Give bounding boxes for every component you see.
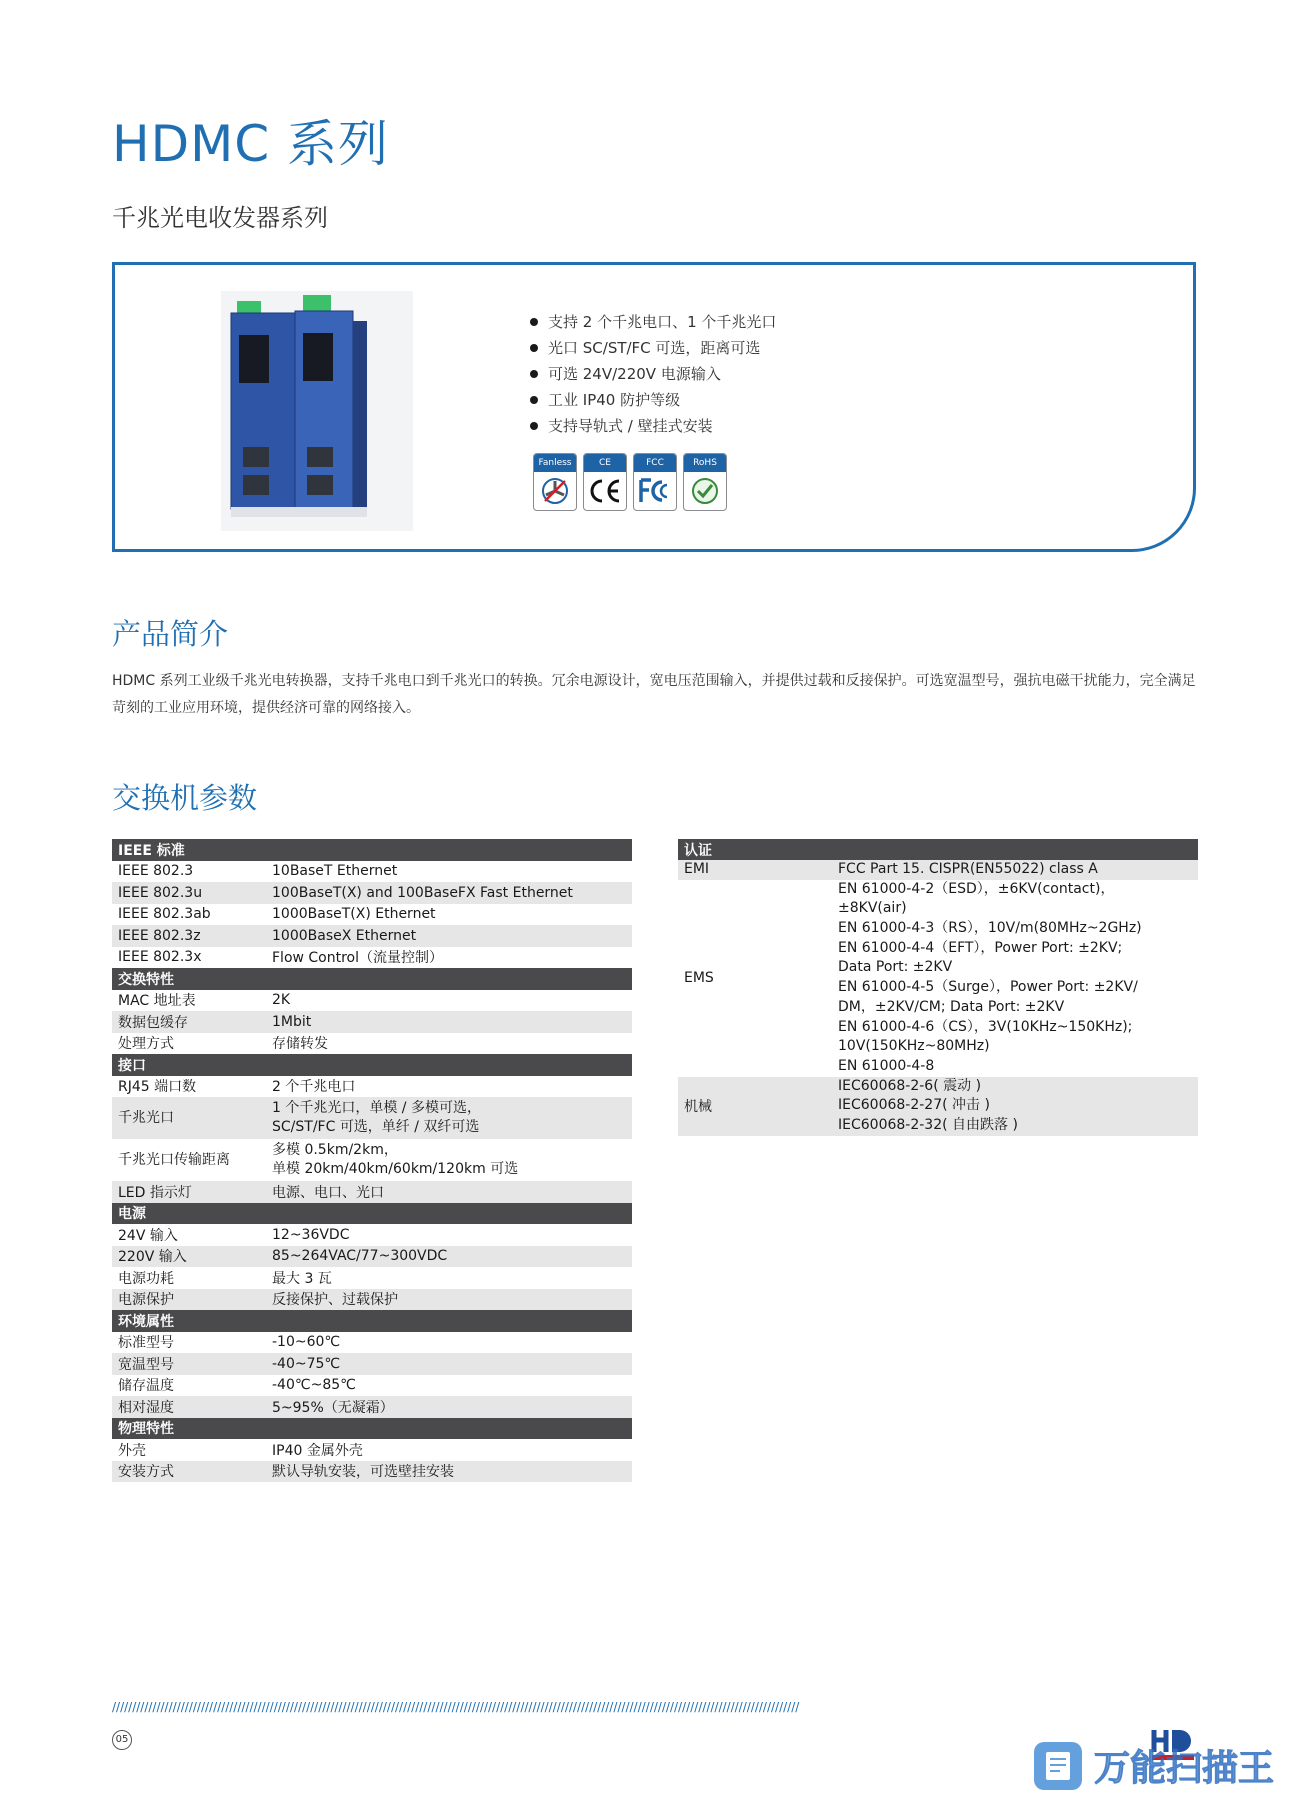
table-section-header: 物理特性: [112, 1418, 632, 1440]
params-heading: 交换机参数: [112, 781, 258, 815]
scanner-watermark-logo: [1030, 1738, 1305, 1794]
table-row: 机械 IEC60068-2-6( 震动 ) IEC60068-2-27( 冲击 ) IEC60068-2-32( 自由跌落 ): [678, 1077, 1198, 1136]
table-row: 外壳 IP40 金属外壳: [118, 1442, 363, 1459]
table-row: IEEE 802.3 10BaseT Ethernet: [118, 863, 398, 880]
feature-item: 光口 SC/ST/FC 可选，距离可选: [530, 335, 776, 361]
table-row: 宽温型号 -40~75℃: [112, 1353, 632, 1375]
svg-text:万能扫描王: 万能扫描王: [1094, 1748, 1275, 1789]
table-row: 标准型号 -10~60℃: [118, 1334, 341, 1352]
table-row: 千兆光口 1 个千兆光口，单模 / 多模可选， SC/ST/FC 可选，单纤 / 双纤可选: [112, 1097, 632, 1139]
feature-item: 可选 24V/220V 电源输入: [530, 361, 776, 387]
feature-list: [530, 309, 776, 439]
table-row: 电源功耗 最大 3 瓦: [118, 1270, 332, 1287]
table-section-header: 交换特性: [112, 968, 632, 990]
table-row: EMS EN 61000-4-2（ESD），±6KV(contact)， ±8KV(air) EN 61000-4-3（RS），10V/m(80MHz~2GHz) EN 61000-4-4（EFT），Power Port: ±2KV; Data Port: ±2KV EN 61000-4-5（Surge），Power Port: ±2KV/ DM，±2KV/CM; Data Port: ±2KV EN 61000-4-6（CS），3V(10KHz~150KHz); 10V(150KHz~80MHz) EN 61000-4-8: [684, 880, 1142, 1074]
table-row: IEEE 802.3x Flow Control（流量控制）: [118, 949, 444, 967]
certification-table: [678, 839, 1198, 1136]
table-section-header: 电源: [112, 1203, 632, 1225]
bullet-icon: [530, 344, 538, 352]
bullet-icon: [530, 396, 538, 404]
bullet-icon: [530, 370, 538, 378]
ce-icon: [584, 472, 626, 510]
table-section-header: 环境属性: [112, 1310, 632, 1332]
intro-text: HDMC 系列工业级千兆光电转换器，支持千兆电口到千兆光口的转换。冗余电源设计，宽电压范围输入，并提供过载和反接保护。可选宽温型号，强抗电磁干扰能力，完全满足苛刻的工业应用环境，提供经济可靠的网络接入。: [112, 673, 1196, 716]
table-section-header: 认证: [678, 839, 1198, 860]
feature-item: 支持导轨式 / 壁挂式安装: [530, 413, 776, 439]
table-row: RJ45 端口数 2 个千兆电口: [118, 1079, 356, 1096]
product-hero-panel: [112, 262, 1196, 552]
table-row: IEEE 802.3u 100BaseT(X) and 100BaseFX Fast Ethernet: [112, 882, 632, 904]
table-row: IEEE 802.3ab 1000BaseT(X) Ethernet: [118, 906, 436, 923]
product-image: [221, 291, 413, 531]
table-section-header: 接口: [112, 1054, 632, 1076]
table-row: 安装方式 默认导轨安装，可选壁挂安装: [112, 1461, 632, 1483]
page-number: 05: [112, 1730, 132, 1750]
table-row: 24V 输入 12~36VDC: [118, 1226, 350, 1244]
table-row: 电源保护 反接保护、过载保护: [112, 1289, 632, 1311]
ce-badge: CE: [583, 453, 627, 511]
page-subtitle: 千兆光电收发器系列: [112, 204, 328, 232]
feature-item: 支持 2 个千兆电口、1 个千兆光口: [530, 309, 776, 335]
table-row: 处理方式 存储转发: [118, 1036, 328, 1053]
table-row: MAC 地址表 2K: [118, 992, 291, 1010]
rohs-icon: [684, 472, 726, 510]
bullet-icon: [530, 422, 538, 430]
table-row: 数据包缓存 1Mbit: [112, 1011, 632, 1033]
table-row: IEEE 802.3z 1000BaseX Ethernet: [112, 925, 632, 947]
table-row: 相对湿度 5~95%（无凝霜）: [112, 1396, 632, 1418]
page-title: HDMC 系列: [112, 115, 390, 173]
fcc-icon: [634, 472, 676, 510]
fanless-badge: Fanless: [533, 453, 577, 511]
fanless-icon: [534, 472, 576, 510]
bullet-icon: [530, 318, 538, 326]
feature-item: 工业 IP40 防护等级: [530, 387, 776, 413]
fcc-badge: FCC: [633, 453, 677, 511]
footer-divider: //////////////////////////////////////////////////////////////////////////////////////////////////////////////////////////////////////////////////////////////////////////: [112, 1700, 800, 1714]
intro-heading: 产品简介: [112, 617, 229, 651]
table-row: EMI FCC Part 15. CISPR(EN55022) class A: [678, 860, 1198, 880]
table-section-header: IEEE 标准: [112, 839, 632, 861]
table-row: 千兆光口传输距离 多模 0.5km/2km， 单模 20km/40km/60km/120km 可选: [118, 1142, 519, 1177]
rohs-badge: RoHS: [683, 453, 727, 511]
table-row: LED 指示灯 电源、电口、光口: [112, 1181, 632, 1203]
switch-params-table: [112, 839, 632, 1482]
certification-badges: [533, 453, 727, 511]
table-row: 储存温度 -40℃~85℃: [118, 1377, 356, 1395]
table-row: 220V 输入 85~264VAC/77~300VDC: [112, 1246, 632, 1268]
